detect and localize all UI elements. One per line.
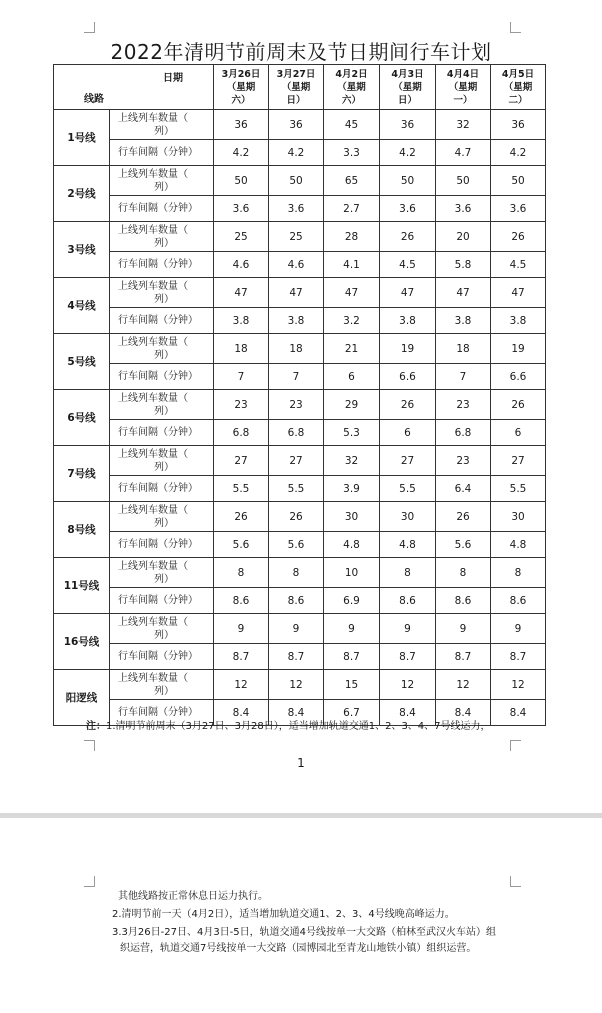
date-header-label: 日期 [163, 73, 183, 84]
interval-value-cell: 4.2 [491, 140, 546, 166]
line-name-cell: 6号线 [54, 390, 110, 446]
count-value-cell: 12 [380, 670, 436, 700]
interval-value-cell: 8.7 [269, 644, 324, 670]
interval-value-cell: 8.7 [380, 644, 436, 670]
interval-value-cell: 3.6 [380, 196, 436, 222]
count-value-cell: 9 [324, 614, 380, 644]
interval-value-cell: 6 [324, 364, 380, 390]
count-value-cell: 30 [491, 502, 546, 532]
count-label-cell: 上线列车数量（ 列） [110, 670, 214, 700]
interval-value-cell: 4.5 [491, 252, 546, 278]
interval-value-cell: 5.5 [380, 476, 436, 502]
count-value-cell: 47 [380, 278, 436, 308]
count-value-cell: 12 [491, 670, 546, 700]
count-value-cell: 23 [269, 390, 324, 420]
continuation-line-3: 3.3月26日-27日、4月3日-5日，轨道交通4号线按单一大交路（柏林至武汉火车站）组 [112, 927, 497, 938]
interval-value-cell: 6.8 [269, 420, 324, 446]
interval-value-cell: 8.4 [269, 700, 324, 726]
count-label-cell: 上线列车数量（ 列） [110, 334, 214, 364]
count-value-cell: 8 [436, 558, 491, 588]
interval-value-cell: 5.3 [324, 420, 380, 446]
count-value-cell: 8 [491, 558, 546, 588]
count-value-cell: 25 [269, 222, 324, 252]
crop-mark-top-right [510, 22, 521, 33]
table-row-interval [54, 252, 546, 278]
table-header-row [54, 65, 546, 110]
count-value-cell: 19 [380, 334, 436, 364]
count-value-cell: 26 [436, 502, 491, 532]
count-value-cell: 15 [324, 670, 380, 700]
interval-value-cell: 7 [269, 364, 324, 390]
count-value-cell: 45 [324, 110, 380, 140]
count-value-cell: 18 [214, 334, 269, 364]
table-row-count [54, 446, 546, 476]
line-header-label: 线路 [84, 94, 104, 105]
interval-label-cell: 行车间隔（分钟） [110, 252, 214, 278]
interval-value-cell: 7 [214, 364, 269, 390]
date-header-5: 4月4日 （星期 一） [436, 65, 491, 110]
table-row-interval [54, 420, 546, 446]
crop-mark-page2-top-right [510, 876, 521, 887]
page-number: 1 [297, 756, 305, 770]
interval-label-cell: 行车间隔（分钟） [110, 588, 214, 614]
count-value-cell: 36 [269, 110, 324, 140]
interval-value-cell: 4.7 [436, 140, 491, 166]
date-header-1: 3月26日 （星期 六） [214, 65, 269, 110]
line-name-cell: 阳逻线 [54, 670, 110, 726]
interval-value-cell: 3.9 [324, 476, 380, 502]
table-row-count [54, 110, 546, 140]
interval-value-cell: 8.4 [380, 700, 436, 726]
interval-label-cell: 行车间隔（分钟） [110, 532, 214, 558]
count-label-cell: 上线列车数量（ 列） [110, 166, 214, 196]
table-row-interval [54, 196, 546, 222]
interval-value-cell: 8.6 [491, 588, 546, 614]
interval-value-cell: 8.4 [214, 700, 269, 726]
count-value-cell: 26 [380, 390, 436, 420]
line-name-cell: 3号线 [54, 222, 110, 278]
interval-value-cell: 5.5 [214, 476, 269, 502]
count-value-cell: 23 [214, 390, 269, 420]
interval-value-cell: 3.6 [491, 196, 546, 222]
count-value-cell: 30 [380, 502, 436, 532]
count-value-cell: 36 [380, 110, 436, 140]
count-value-cell: 9 [436, 614, 491, 644]
count-value-cell: 28 [324, 222, 380, 252]
table-row-interval [54, 532, 546, 558]
interval-value-cell: 7 [436, 364, 491, 390]
interval-value-cell: 3.8 [380, 308, 436, 334]
interval-value-cell: 6.8 [436, 420, 491, 446]
interval-value-cell: 6.8 [214, 420, 269, 446]
count-value-cell: 12 [269, 670, 324, 700]
continuation-line-4: 织运营，轨道交通7号线按单一大交路（园博园北至青龙山地铁小镇）组织运营。 [120, 943, 477, 954]
interval-label-cell: 行车间隔（分钟） [110, 420, 214, 446]
date-header-6: 4月5日 （星期 二） [491, 65, 546, 110]
table-row-count [54, 334, 546, 364]
date-header-2: 3月27日 （星期 日） [269, 65, 324, 110]
table-row-count [54, 222, 546, 252]
line-name-cell: 7号线 [54, 446, 110, 502]
interval-value-cell: 8.6 [214, 588, 269, 614]
count-value-cell: 26 [491, 222, 546, 252]
schedule-table-body [54, 65, 546, 726]
crop-mark-bottom-right [510, 740, 521, 751]
count-value-cell: 47 [214, 278, 269, 308]
count-label-cell: 上线列车数量（ 列） [110, 110, 214, 140]
count-label-cell: 上线列车数量（ 列） [110, 502, 214, 532]
count-value-cell: 26 [269, 502, 324, 532]
count-label-cell: 上线列车数量（ 列） [110, 278, 214, 308]
table-row-count [54, 390, 546, 420]
count-value-cell: 21 [324, 334, 380, 364]
interval-label-cell: 行车间隔（分钟） [110, 364, 214, 390]
count-value-cell: 50 [380, 166, 436, 196]
interval-value-cell: 6.4 [436, 476, 491, 502]
table-row-count [54, 670, 546, 700]
interval-value-cell: 8.7 [491, 644, 546, 670]
interval-value-cell: 5.6 [436, 532, 491, 558]
interval-value-cell: 6.6 [491, 364, 546, 390]
table-row-count [54, 166, 546, 196]
interval-value-cell: 3.8 [269, 308, 324, 334]
interval-value-cell: 5.5 [491, 476, 546, 502]
date-header-3: 4月2日 （星期 六） [324, 65, 380, 110]
count-value-cell: 36 [491, 110, 546, 140]
page-break [0, 813, 602, 818]
interval-value-cell: 3.3 [324, 140, 380, 166]
interval-value-cell: 6.6 [380, 364, 436, 390]
interval-value-cell: 6.7 [324, 700, 380, 726]
count-value-cell: 50 [214, 166, 269, 196]
table-row-interval [54, 476, 546, 502]
table-row-interval [54, 364, 546, 390]
interval-value-cell: 5.8 [436, 252, 491, 278]
table-row-interval [54, 588, 546, 614]
interval-value-cell: 3.6 [214, 196, 269, 222]
interval-value-cell: 4.2 [380, 140, 436, 166]
table-row-interval [54, 140, 546, 166]
count-value-cell: 8 [214, 558, 269, 588]
interval-value-cell: 3.6 [269, 196, 324, 222]
interval-value-cell: 5.6 [269, 532, 324, 558]
count-value-cell: 9 [269, 614, 324, 644]
count-value-cell: 27 [269, 446, 324, 476]
interval-value-cell: 3.8 [436, 308, 491, 334]
count-value-cell: 8 [269, 558, 324, 588]
interval-label-cell: 行车间隔（分钟） [110, 308, 214, 334]
crop-mark-page2-top-left [84, 876, 95, 887]
line-name-cell: 4号线 [54, 278, 110, 334]
count-value-cell: 65 [324, 166, 380, 196]
interval-value-cell: 5.6 [214, 532, 269, 558]
interval-value-cell: 8.7 [324, 644, 380, 670]
line-name-cell: 11号线 [54, 558, 110, 614]
table-row-count [54, 502, 546, 532]
count-value-cell: 25 [214, 222, 269, 252]
interval-value-cell: 4.2 [214, 140, 269, 166]
count-label-cell: 上线列车数量（ 列） [110, 558, 214, 588]
table-row-count [54, 614, 546, 644]
count-value-cell: 32 [324, 446, 380, 476]
interval-value-cell: 4.5 [380, 252, 436, 278]
interval-value-cell: 2.7 [324, 196, 380, 222]
interval-value-cell: 3.8 [214, 308, 269, 334]
note-prefix: 注： [86, 721, 106, 732]
interval-value-cell: 8.6 [269, 588, 324, 614]
count-value-cell: 47 [324, 278, 380, 308]
interval-value-cell: 4.6 [214, 252, 269, 278]
count-value-cell: 50 [436, 166, 491, 196]
count-value-cell: 9 [491, 614, 546, 644]
line-name-cell: 8号线 [54, 502, 110, 558]
interval-value-cell: 4.8 [324, 532, 380, 558]
crop-mark-bottom-left [84, 740, 95, 751]
interval-label-cell: 行车间隔（分钟） [110, 644, 214, 670]
count-label-cell: 上线列车数量（ 列） [110, 222, 214, 252]
interval-value-cell: 6 [491, 420, 546, 446]
count-value-cell: 26 [380, 222, 436, 252]
interval-value-cell: 3.2 [324, 308, 380, 334]
table-row-interval [54, 644, 546, 670]
interval-value-cell: 4.8 [491, 532, 546, 558]
count-value-cell: 12 [436, 670, 491, 700]
table-row-interval [54, 308, 546, 334]
count-value-cell: 18 [436, 334, 491, 364]
line-name-cell: 16号线 [54, 614, 110, 670]
note-text: 1.清明节前周末（3月27日、3月28日），适当增加轨道交通1、2、3、4、7号线运力， [106, 721, 491, 732]
interval-label-cell: 行车间隔（分钟） [110, 196, 214, 222]
interval-value-cell: 8.4 [491, 700, 546, 726]
count-value-cell: 20 [436, 222, 491, 252]
count-value-cell: 47 [436, 278, 491, 308]
crop-mark-top-left [84, 22, 95, 33]
header-corner-cell [54, 65, 214, 110]
interval-value-cell: 6 [380, 420, 436, 446]
continuation-line-1: 其他线路按正常休息日运力执行。 [118, 891, 268, 902]
interval-value-cell: 4.8 [380, 532, 436, 558]
interval-value-cell: 6.9 [324, 588, 380, 614]
count-value-cell: 23 [436, 446, 491, 476]
interval-value-cell: 8.7 [214, 644, 269, 670]
document-title: 2022年清明节前周末及节日期间行车计划 [110, 40, 492, 64]
count-value-cell: 27 [491, 446, 546, 476]
interval-label-cell: 行车间隔（分钟） [110, 140, 214, 166]
count-value-cell: 18 [269, 334, 324, 364]
count-value-cell: 19 [491, 334, 546, 364]
interval-label-cell: 行车间隔（分钟） [110, 700, 214, 726]
count-value-cell: 47 [491, 278, 546, 308]
date-header-4: 4月3日 （星期 日） [380, 65, 436, 110]
count-label-cell: 上线列车数量（ 列） [110, 446, 214, 476]
count-value-cell: 47 [269, 278, 324, 308]
count-label-cell: 上线列车数量（ 列） [110, 390, 214, 420]
count-value-cell: 23 [436, 390, 491, 420]
count-value-cell: 9 [380, 614, 436, 644]
table-row-count [54, 278, 546, 308]
interval-value-cell: 8.7 [436, 644, 491, 670]
count-label-cell: 上线列车数量（ 列） [110, 614, 214, 644]
interval-value-cell: 3.6 [436, 196, 491, 222]
interval-value-cell: 4.1 [324, 252, 380, 278]
interval-value-cell: 4.6 [269, 252, 324, 278]
line-name-cell: 2号线 [54, 166, 110, 222]
schedule-table [53, 64, 546, 726]
count-value-cell: 32 [436, 110, 491, 140]
count-value-cell: 12 [214, 670, 269, 700]
count-value-cell: 50 [269, 166, 324, 196]
count-value-cell: 9 [214, 614, 269, 644]
count-value-cell: 27 [380, 446, 436, 476]
table-note [86, 717, 491, 732]
interval-value-cell: 3.8 [491, 308, 546, 334]
continuation-line-2: 2.清明节前一天（4月2日），适当增加轨道交通1、2、3、4号线晚高峰运力。 [112, 909, 455, 920]
interval-value-cell: 8.6 [436, 588, 491, 614]
count-value-cell: 8 [380, 558, 436, 588]
interval-value-cell: 5.5 [269, 476, 324, 502]
interval-label-cell: 行车间隔（分钟） [110, 476, 214, 502]
count-value-cell: 26 [214, 502, 269, 532]
count-value-cell: 29 [324, 390, 380, 420]
count-value-cell: 36 [214, 110, 269, 140]
count-value-cell: 27 [214, 446, 269, 476]
count-value-cell: 30 [324, 502, 380, 532]
line-name-cell: 1号线 [54, 110, 110, 166]
count-value-cell: 10 [324, 558, 380, 588]
line-name-cell: 5号线 [54, 334, 110, 390]
interval-value-cell: 8.6 [380, 588, 436, 614]
count-value-cell: 26 [491, 390, 546, 420]
table-row-count [54, 558, 546, 588]
interval-value-cell: 8.4 [436, 700, 491, 726]
interval-value-cell: 4.2 [269, 140, 324, 166]
count-value-cell: 50 [491, 166, 546, 196]
